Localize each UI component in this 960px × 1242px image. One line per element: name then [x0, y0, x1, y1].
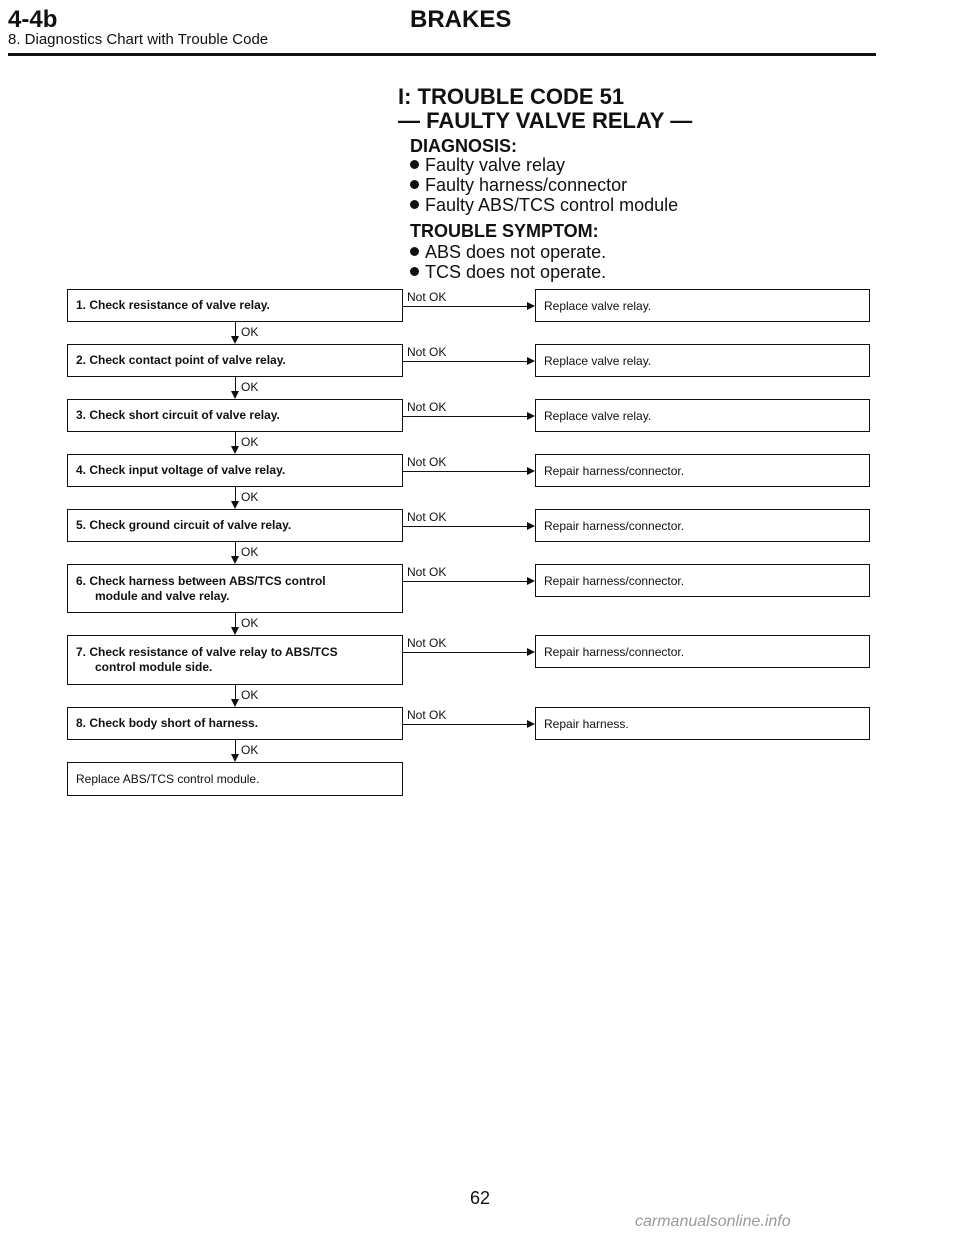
- ok-label: OK: [241, 545, 259, 559]
- bullet-icon: [410, 160, 419, 169]
- not-ok-label: Not OK: [407, 510, 447, 524]
- not-ok-label: Not OK: [407, 345, 447, 359]
- ok-connector: [235, 487, 236, 501]
- arrow-right-icon: [527, 522, 535, 530]
- ok-connector: [235, 542, 236, 556]
- ok-connector: [235, 377, 236, 391]
- check-box-1: 1. Check resistance of valve relay.: [67, 289, 403, 322]
- not-ok-connector: [403, 724, 527, 725]
- arrow-down-icon: [231, 699, 239, 707]
- not-ok-label: Not OK: [407, 565, 447, 579]
- check-box-7: 7. Check resistance of valve relay to ABS/TCS control module side.: [67, 635, 403, 685]
- not-ok-connector: [403, 581, 527, 582]
- bullet-icon: [410, 247, 419, 256]
- arrow-right-icon: [527, 357, 535, 365]
- page-number: 62: [469, 1188, 491, 1208]
- section-code: 4-4b: [8, 6, 58, 33]
- not-ok-label: Not OK: [407, 455, 447, 469]
- action-box-1: Replace valve relay.: [535, 289, 870, 322]
- ok-label: OK: [241, 435, 259, 449]
- ok-connector: [235, 613, 236, 627]
- not-ok-connector: [403, 416, 527, 417]
- ok-label: OK: [241, 688, 259, 702]
- arrow-right-icon: [527, 302, 535, 310]
- action-box-6: Repair harness/connector.: [535, 564, 870, 597]
- header-rule: [8, 53, 876, 56]
- not-ok-connector: [403, 652, 527, 653]
- arrow-down-icon: [231, 556, 239, 564]
- check-box-5: 5. Check ground circuit of valve relay.: [67, 509, 403, 542]
- diagnosis-item: Faulty ABS/TCS control module: [410, 195, 678, 216]
- ok-label: OK: [241, 380, 259, 394]
- bullet-icon: [410, 267, 419, 276]
- ok-label: OK: [241, 490, 259, 504]
- action-box-3: Replace valve relay.: [535, 399, 870, 432]
- arrow-right-icon: [527, 648, 535, 656]
- action-box-4: Repair harness/connector.: [535, 454, 870, 487]
- action-box-5: Repair harness/connector.: [535, 509, 870, 542]
- not-ok-label: Not OK: [407, 708, 447, 722]
- ok-label: OK: [241, 743, 259, 757]
- diagnosis-item: Faulty harness/connector: [410, 175, 627, 196]
- section-title: BRAKES: [410, 6, 512, 33]
- check-box-3: 3. Check short circuit of valve relay.: [67, 399, 403, 432]
- final-action-box: Replace ABS/TCS control module.: [67, 762, 403, 796]
- watermark: carmanualsonline.info: [635, 1213, 791, 1230]
- arrow-right-icon: [527, 412, 535, 420]
- bullet-icon: [410, 200, 419, 209]
- diagnosis-heading: DIAGNOSIS:: [410, 136, 518, 156]
- action-box-8: Repair harness.: [535, 707, 870, 740]
- not-ok-connector: [403, 306, 527, 307]
- symptom-heading: TROUBLE SYMPTOM:: [410, 221, 599, 241]
- not-ok-label: Not OK: [407, 636, 447, 650]
- not-ok-connector: [403, 526, 527, 527]
- check-box-2: 2. Check contact point of valve relay.: [67, 344, 403, 377]
- arrow-down-icon: [231, 446, 239, 454]
- check-box-6: 6. Check harness between ABS/TCS control module and valve relay.: [67, 564, 403, 613]
- arrow-right-icon: [527, 720, 535, 728]
- page-title-sub: — FAULTY VALVE RELAY —: [398, 108, 693, 133]
- section-subtitle: 8. Diagnostics Chart with Trouble Code: [8, 31, 269, 48]
- arrow-down-icon: [231, 627, 239, 635]
- check-box-4: 4. Check input voltage of valve relay.: [67, 454, 403, 487]
- arrow-down-icon: [231, 501, 239, 509]
- ok-label: OK: [241, 616, 259, 630]
- ok-connector: [235, 432, 236, 446]
- diagnosis-item: Faulty valve relay: [410, 155, 565, 176]
- ok-connector: [235, 685, 236, 699]
- ok-connector: [235, 740, 236, 754]
- not-ok-connector: [403, 471, 527, 472]
- ok-connector: [235, 322, 236, 336]
- not-ok-connector: [403, 361, 527, 362]
- ok-label: OK: [241, 325, 259, 339]
- check-box-8: 8. Check body short of harness.: [67, 707, 403, 740]
- symptom-item: TCS does not operate.: [410, 262, 606, 283]
- arrow-down-icon: [231, 391, 239, 399]
- bullet-icon: [410, 180, 419, 189]
- arrow-right-icon: [527, 467, 535, 475]
- arrow-down-icon: [231, 336, 239, 344]
- action-box-7: Repair harness/connector.: [535, 635, 870, 668]
- not-ok-label: Not OK: [407, 400, 447, 414]
- arrow-down-icon: [231, 754, 239, 762]
- symptom-item: ABS does not operate.: [410, 242, 606, 263]
- not-ok-label: Not OK: [407, 290, 447, 304]
- page-title: I: TROUBLE CODE 51: [398, 84, 625, 109]
- arrow-right-icon: [527, 577, 535, 585]
- action-box-2: Replace valve relay.: [535, 344, 870, 377]
